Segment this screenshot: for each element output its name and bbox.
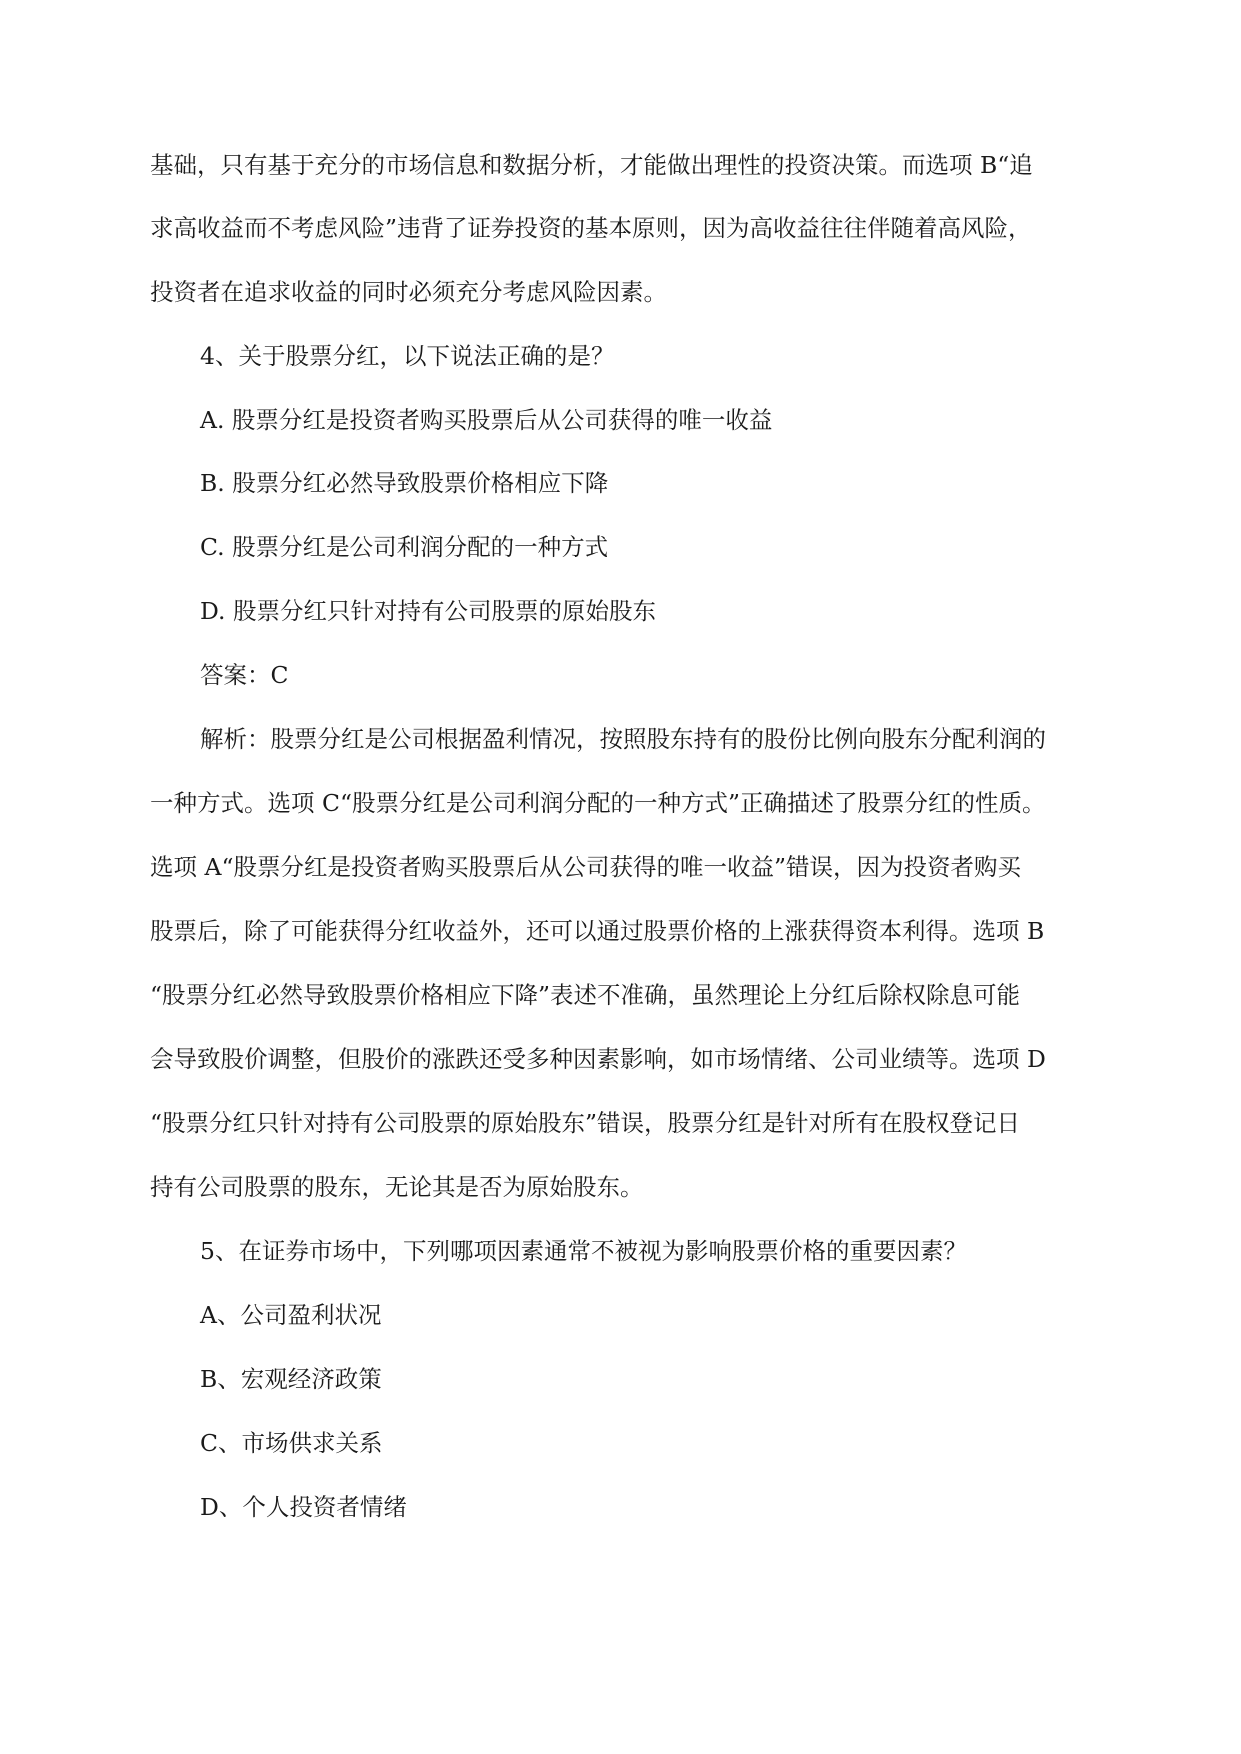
q4-analysis-line: 持有公司股票的股东，无论其是否为原始股东。 bbox=[150, 1173, 644, 1201]
q4-analysis-line: 会导致股价调整，但股价的涨跌还受多种因素影响，如市场情绪、公司业绩等。选项 D bbox=[150, 1045, 1046, 1073]
intro-line: 求高收益而不考虑风险”违背了证券投资的基本原则，因为高收益往往伴随着高风险， bbox=[150, 214, 1032, 242]
q5-option-b: B、宏观经济政策 bbox=[200, 1365, 382, 1393]
q4-option-a: A. 股票分红是投资者购买股票后从公司获得的唯一收益 bbox=[200, 406, 773, 434]
q4-analysis-line: 解析：股票分红是公司根据盈利情况，按照股东持有的股份比例向股东分配利润的 bbox=[200, 725, 1046, 753]
question-4-text: 4、关于股票分红，以下说法正确的是？ bbox=[200, 342, 615, 370]
question-5-text: 5、在证券市场中，下列哪项因素通常不被视为影响股票价格的重要因素？ bbox=[200, 1237, 967, 1265]
q4-analysis-line: 选项 A“股票分红是投资者购买股票后从公司获得的唯一收益”错误，因为投资者购买 bbox=[150, 853, 1021, 881]
q4-analysis-line: “股票分红必然导致股票价格相应下降”表述不准确，虽然理论上分红后除权除息可能 bbox=[150, 981, 1021, 1009]
q5-option-a: A、公司盈利状况 bbox=[200, 1301, 382, 1329]
q4-option-c: C. 股票分红是公司利润分配的一种方式 bbox=[200, 533, 609, 561]
q4-option-b: B. 股票分红必然导致股票价格相应下降 bbox=[200, 469, 609, 497]
q4-analysis-line: “股票分红只针对持有公司股票的原始股东”错误，股票分红是针对所有在股权登记日 bbox=[150, 1109, 1021, 1137]
q4-option-d: D. 股票分红只针对持有公司股票的原始股东 bbox=[200, 597, 656, 625]
intro-line: 投资者在追求收益的同时必须充分考虑风险因素。 bbox=[150, 278, 667, 306]
q4-answer: 答案：C bbox=[200, 661, 289, 689]
q5-option-d: D、个人投资者情绪 bbox=[200, 1493, 407, 1521]
q4-analysis-line: 股票后，除了可能获得分红收益外，还可以通过股票价格的上涨获得资本利得。选项 B bbox=[150, 917, 1045, 945]
q5-option-c: C、市场供求关系 bbox=[200, 1429, 383, 1457]
intro-line: 基础，只有基于充分的市场信息和数据分析，才能做出理性的投资决策。而选项 B“追 bbox=[150, 151, 1033, 179]
q4-analysis-line: 一种方式。选项 C“股票分红是公司利润分配的一种方式”正确描述了股票分红的性质。 bbox=[150, 789, 1046, 817]
